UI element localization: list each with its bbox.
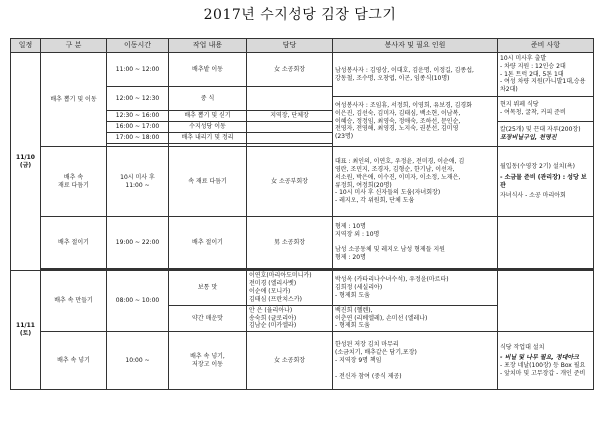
prep-box: - 포장 네날(100장) 등 Box 필요 xyxy=(500,362,586,370)
volunteers-male: 남성봉사자 : 김영상, 이대호, 김운명, 이정길, 김종섭, 강동철, 조수명, 오창엽, 이곤, 임종식(10명) xyxy=(333,53,498,97)
prep-filling-empty xyxy=(498,271,594,332)
category-filling-in: 배추 속 넣기 xyxy=(41,332,107,390)
prep-tools-cell xyxy=(498,122,594,147)
volunteers-ingredient-prep: 대표 : 최인의, 이연호, 우정윤, 전미경, 이순애, 김 영란, 조민지, 조경자, 김형순, 한기남, 이선자, 서소원, 박은애, 이수진, 이미자, 이소정, 노재은, 류정희, 여정희(20명) - 10시 미사 후 신자들의 도움(자녀회장) - 레지오, 각 위원회, 단체 도움 xyxy=(333,147,498,217)
header-date: 일정 xyxy=(11,39,41,53)
prep-brine: - 소금물 준비 (관리장) : 성당 보관 xyxy=(500,173,587,189)
time-filling-in: 10:00 ~ xyxy=(107,332,169,390)
time-unload: 17:00 ~ 18:00 xyxy=(107,133,169,144)
volunteers-filling-in: 한성된 저장 김치 마무리 (소금치기, 배추같은 담기,포장) - 지역장 9명 책임 - 전신자 참여 (중식 제공) xyxy=(333,332,498,390)
header-category: 구 분 xyxy=(41,39,107,53)
prep-ingredient-cell xyxy=(498,147,594,217)
lead-harvest: 지역장, 단체장 xyxy=(247,111,333,122)
category-filling: 배추 속 만들기 xyxy=(41,271,107,332)
prep-vinyl: 포장비닐구입, 천명진 xyxy=(500,134,557,141)
header-row xyxy=(11,39,594,53)
lead-filling-in: 女 소공회장 xyxy=(247,332,333,390)
header-prep: 준비 사항 xyxy=(498,39,594,53)
schedule-table xyxy=(10,38,594,390)
day1-weekday: (금) xyxy=(19,161,32,169)
task-lunch: 중 식 xyxy=(169,87,247,111)
category-ingredient-prep: 배추 속 재료 다듬기 xyxy=(41,147,107,217)
lead-unload-empty xyxy=(247,133,333,144)
volunteers-salting: 형제 : 10명 지역장 외 : 10명 남성 소공동체 및 레지오 남성 형제들 지원 형제 : 20명 xyxy=(333,217,498,269)
people-mild: 이연호(마리아도미니카) 전미경 (엘리사벳) 이순애 (모니카) 김태심 (프란치스카) xyxy=(247,271,333,306)
day1-date: 11/10 xyxy=(16,153,35,161)
prep-pool: 월입동(수영장 2기) 설치(욕) xyxy=(500,162,575,170)
header-time: 이동시간 xyxy=(107,39,169,53)
prep-meal: 자녀식사 - 소공 마리아회 xyxy=(500,192,566,200)
time-lunch: 12:00 ~ 12:30 xyxy=(107,87,169,111)
day2-date-cell xyxy=(11,271,41,390)
time-cabbage-field: 11:00 ~ 12:00 xyxy=(107,53,169,87)
day2-date: 11/11 xyxy=(16,322,35,330)
task-mild: 보통 맛 xyxy=(169,271,247,306)
prep-knives: 칼(25개) 및 끈대 자루(200장) xyxy=(500,126,581,134)
volunteers-female: 여성봉사자 : 조임휴, 서정희, 이영희, 유보경, 김경화 이은진, 김선숙, 김미자, 김태심, 백소현, 이남복, 이혜승, 정정임, 최영숙, 정애숙, 조하선, 문인순, 전영자, 전영해, 최영경, 노지숙, 권분선, 김미영 (23명) xyxy=(333,97,498,147)
prep-vinyl-wood: - 비닐 및 나무 필요, 정대아크 xyxy=(500,354,579,362)
time-ingredient-prep: 10시 미사 후 11:00 ~ xyxy=(107,147,169,217)
task-return: 수지성당 이동 xyxy=(169,122,247,133)
task-harvest: 배추 뽑기 및 싣기 xyxy=(169,111,247,122)
category-cabbage-move: 배추 뽑기 및 이동 xyxy=(41,53,107,147)
prep-salting-empty xyxy=(498,217,594,269)
volunteers-mild: 박성옥 (카타리나수녀수석), 우정윤(마르타) 김희정 (세실리아) - 형제회 도움 xyxy=(333,271,498,306)
prep-transport: 10시 미사후 출발 - 차량 지원 : 12인승 2대 - 1톤 트럭 2대, 5톤 1대 - 여성 차량 지원(카니발1대,승용차2대) xyxy=(498,53,594,97)
prep-lunch: 현지 뷔페 식당 - 여목청, 굴착, 커피 준비 xyxy=(498,97,594,122)
task-ingredient-prep: 속 재료 다듬기 xyxy=(169,147,247,217)
prep-table-setup: 식당 작업대 설치 xyxy=(500,343,545,351)
header-volunteers: 봉사자 및 필요 인원 xyxy=(333,39,498,53)
header-lead: 담당 xyxy=(247,39,333,53)
lead-cabbage-move: 女 소공회장 xyxy=(247,53,333,87)
header-task: 작업 내용 xyxy=(169,39,247,53)
time-harvest: 12:30 ~ 16:00 xyxy=(107,111,169,122)
lead-salting: 男 소공회장 xyxy=(247,217,333,269)
task-filling-in: 배추 속 넣기, 저장고 이동 xyxy=(169,332,247,390)
day2-weekday: (토) xyxy=(19,330,32,338)
category-salting: 배추 절이기 xyxy=(41,217,107,269)
time-return: 16:00 ~ 17:00 xyxy=(107,122,169,133)
lead-lunch-empty xyxy=(247,87,333,111)
time-filling: 08:00 ~ 10:00 xyxy=(107,271,169,332)
people-spicy: 안 은 (율리아나) 송숙희 (글로리아) 김남순 (미카엘라) xyxy=(247,305,333,332)
lead-ingredient-prep: 女 소공부회장 xyxy=(247,147,333,217)
task-salting: 배추 절이기 xyxy=(169,217,247,269)
time-salting: 19:00 ~ 22:00 xyxy=(107,217,169,269)
volunteers-spicy: 백진희 (헬렌), 이춘연 (리베엘레), 손미선 (엘레나) - 형제회 도움 xyxy=(333,305,498,332)
lead-return-empty xyxy=(247,122,333,133)
day1-date-cell xyxy=(11,53,41,271)
prep-apron: - 앞치마 및 고무장갑 - 개인 준비 xyxy=(500,370,586,378)
prep-filling-in-cell xyxy=(498,332,594,390)
page-title: 2017년 수지성당 김장 담그기 xyxy=(203,7,397,23)
task-cabbage-field: 배추밭 이동 xyxy=(169,53,247,87)
task-unload: 배추 내리기 및 정리 xyxy=(169,133,247,144)
task-spicy: 약간 매운맛 xyxy=(169,305,247,332)
